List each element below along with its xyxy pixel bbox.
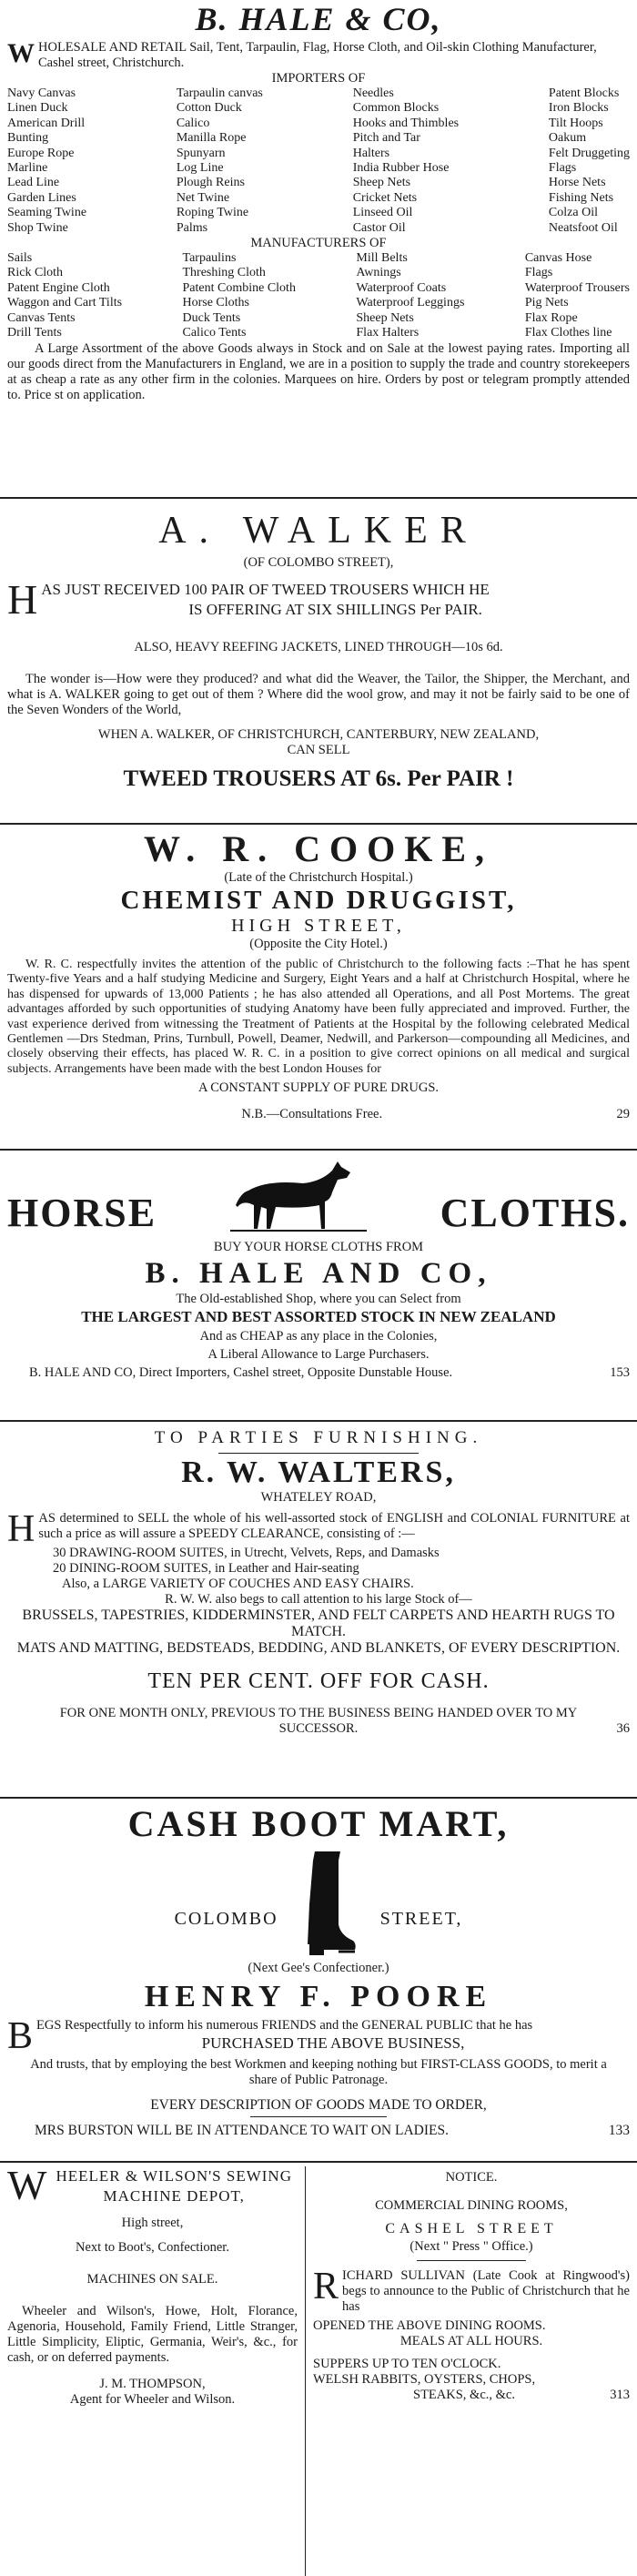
goods-column xyxy=(183,251,296,340)
boot-icon xyxy=(302,1850,357,1957)
goods-item: Felt Druggeting xyxy=(548,146,630,160)
walker-line6: TWEED TROUSERS AT 6s. Per PAIR ! xyxy=(123,766,514,791)
notice-cashel: CASHEL STREET xyxy=(385,2221,558,2236)
walters-item: 20 DINING-ROOM SUITES, in Leather and Hair-seating xyxy=(53,1561,359,1576)
goods-item: Horse Nets xyxy=(548,176,606,190)
goods-item: Cotton Duck xyxy=(176,101,242,116)
goods-item: Duck Tents xyxy=(182,310,241,325)
goods-item: Fishing Nets xyxy=(548,190,614,205)
walters-ad xyxy=(0,1425,637,1799)
goods-item: Flax Clothes line xyxy=(524,326,612,340)
goods-item: India Rubber Hose xyxy=(352,161,450,176)
hale-ad xyxy=(0,0,637,492)
goods-item: Patent Combine Cloth xyxy=(182,280,296,295)
hale-intro-text: HOLESALE AND RETAIL Sail, Tent, Tarpaulin, Flag, Horse Cloth, and Oil-skin Clothing Manufacturer, Cashel street, Christchurch. xyxy=(38,40,597,70)
walters-also: R. W. W. also begs to call attention to his large Stock of— xyxy=(165,1592,472,1607)
goods-item: Palms xyxy=(176,220,208,235)
walters-road: WHATELEY ROAD, xyxy=(260,1490,377,1505)
horse-buy: BUY YOUR HORSE CLOTHS FROM xyxy=(213,1240,424,1254)
bottom-columns xyxy=(0,2162,637,2576)
goods-item: Waggon and Cart Tilts xyxy=(7,296,123,310)
hale-manufacturers-table xyxy=(7,251,630,340)
walker-line3: ALSO, HEAVY REEFING JACKETS, LINED THROUGH—10s 6d. xyxy=(134,640,503,654)
goods-item: Threshing Cloth xyxy=(182,266,266,280)
notice-welsh: WELSH RABBITS, OYSTERS, CHOPS, xyxy=(313,2372,536,2387)
goods-item: Marline xyxy=(7,161,48,176)
hale-intro xyxy=(7,40,630,71)
cooke-title2: CHEMIST AND DRUGGIST, xyxy=(120,886,517,915)
cooke-sub: (Late of the Christchurch Hospital.) xyxy=(224,870,413,885)
goods-item: Log Line xyxy=(176,161,224,176)
goods-item: Patent Engine Cloth xyxy=(7,280,110,295)
wheeler-next: Next to Boot's, Confectioner. xyxy=(76,2240,229,2255)
goods-item: Calico Tents xyxy=(182,326,247,340)
goods-item: Castor Oil xyxy=(352,220,406,235)
horse-right: CLOTHS. xyxy=(440,1191,630,1235)
goods-item: Rick Cloth xyxy=(7,266,64,280)
goods-item: Patent Blocks xyxy=(548,86,620,100)
goods-item: Tarpaulins xyxy=(182,251,237,266)
horse-allow: A Liberal Allowance to Large Purchasers. xyxy=(207,1347,430,1362)
walker-sub: (OF COLOMBO STREET), xyxy=(243,555,394,570)
walker-dropcap: H xyxy=(7,576,38,623)
horse-icon xyxy=(230,1154,367,1236)
goods-item: Tarpaulin canvas xyxy=(176,86,263,100)
hale-footer: A Large Assortment of the above Goods always in Stock and on Sale at the lowest paying rates. Importing all our goods direct from the Manufacturers in England, we are in a position to supply the trade and country storekeepers at as cheap a rate as any other firm in the colonies. Marquees on hire. Orders by post or telegram promptly attended to. Price st on application. xyxy=(7,340,630,402)
divider xyxy=(0,1149,637,1151)
walters-num: 36 xyxy=(616,1721,630,1736)
goods-item: Europe Rope xyxy=(7,146,75,160)
goods-item: Neatsfoot Oil xyxy=(548,220,618,235)
divider xyxy=(0,1420,637,1422)
goods-item: Hooks and Thimbles xyxy=(352,116,460,130)
hale-title: B. HALE & CO, xyxy=(195,1,442,37)
horse-old: The Old-established Shop, where you can Select from xyxy=(176,1292,461,1306)
cooke-ad xyxy=(0,828,637,1147)
boot-dropcap: B xyxy=(7,2015,34,2057)
walker-line2: IS OFFERING AT SIX SHILLINGS Per PAIR. xyxy=(188,601,482,618)
wheeler-sale: MACHINES ON SALE. xyxy=(86,2272,218,2287)
goods-item: Net Twine xyxy=(176,190,230,205)
divider xyxy=(0,497,637,499)
cooke-nb: N.B.—Consultations Free. xyxy=(241,1107,383,1122)
goods-item: Halters xyxy=(352,146,390,160)
walters-item: 30 DRAWING-ROOM SUITES, in Utrecht, Velvets, Reps, and Damasks xyxy=(53,1546,440,1560)
goods-item: Pig Nets xyxy=(524,296,569,310)
cooke-title: W. R. COOKE, xyxy=(143,828,494,869)
boot-title: CASH BOOT MART, xyxy=(127,1803,510,1844)
wheeler-high: High street, xyxy=(121,2216,184,2230)
hale-manufacturers-heading: MANUFACTURERS OF xyxy=(250,236,387,251)
notice-steaks: STEAKS, &c., &c. xyxy=(413,2388,515,2402)
notice-num: 313 xyxy=(610,2388,630,2402)
goods-item: Flax Halters xyxy=(356,326,420,340)
cooke-street: HIGH STREET, xyxy=(231,916,406,936)
walters-title: R. W. WALTERS, xyxy=(181,1455,456,1489)
goods-column xyxy=(356,251,464,340)
goods-item: Colza Oil xyxy=(548,206,598,220)
walters-to: TO PARTIES FURNISHING. xyxy=(154,1428,483,1447)
goods-item: Garden Lines xyxy=(7,190,76,205)
wheeler-title: HEELER & WILSON'S SEWING MACHINE DEPOT, xyxy=(56,2167,292,2205)
goods-item: American Drill xyxy=(7,116,86,130)
boot-every: EVERY DESCRIPTION OF GOODS MADE TO ORDER, xyxy=(150,2097,487,2113)
horse-largest: THE LARGEST AND BEST ASSORTED STOCK IN NEW ZEALAND xyxy=(81,1308,556,1325)
goods-item: Sheep Nets xyxy=(356,310,414,325)
notice-dropcap: R xyxy=(313,2266,339,2307)
boot-next: (Next Gee's Confectioner.) xyxy=(248,1961,389,1975)
goods-item: Cricket Nets xyxy=(352,190,418,205)
cooke-num: 29 xyxy=(616,1107,630,1122)
boot-name: HENRY F. POORE xyxy=(144,1980,493,2013)
horse-num: 153 xyxy=(610,1365,630,1380)
goods-item: Pitch and Tar xyxy=(352,131,420,146)
wheeler-para: Wheeler and Wilson's, Howe, Holt, Florance, Agenoria, Household, Family Friend, Little Stranger, Little Simplicity, Eliptic, Germania, Weir's, &c., for cash, or on deferred payments. xyxy=(7,2304,298,2365)
cooke-supply: A CONSTANT SUPPLY OF PURE DRUGS. xyxy=(197,1080,440,1096)
horse-left: HORSE xyxy=(7,1191,157,1235)
walters-item: Also, a LARGE VARIETY OF COUCHES AND EASY CHAIRS. xyxy=(62,1577,414,1591)
goods-item: Horse Cloths xyxy=(182,296,249,310)
cooke-para: W. R. C. respectfully invites the attention of the public of Christchurch to the following facts :–That he has spent Twenty-five Years and a half studying Medicine and Surgery, Eight Years and a half at Christchurch Hospital, where he has dispensed for upwards of 13,000 Patients ; he has also attended all Operations, and all Post Mortems. The great advantages afforded by such opportunities of studying Anatomy have been fully appreciated and improved. Further, the vast experience derived from witnessing the Treatment of Patients at the Hospital by the following celebrated Medical Gentlemen —Drs Stedman, Prins, Turnbull, Powell, Deamer, Nedwill, and Parkerson—compounding all Medicines, and closely observing their effects, has placed W. R. C. in a position to give correct opinions on all medical and surgical subjects. Arrangements have been made with the best London Houses for xyxy=(7,958,630,1076)
goods-column xyxy=(7,86,86,236)
notice-ad xyxy=(306,2166,637,2576)
boot-colombo: COLOMBO xyxy=(174,1909,278,1929)
goods-column xyxy=(353,86,459,236)
goods-item: Roping Twine xyxy=(176,206,249,220)
goods-item: Calico xyxy=(176,116,210,130)
divider xyxy=(0,2161,637,2163)
goods-item: Oakum xyxy=(548,131,587,146)
goods-item: Waterproof Leggings xyxy=(356,296,465,310)
goods-item: Canvas Tents xyxy=(7,310,76,325)
goods-column xyxy=(177,86,263,236)
divider xyxy=(0,1797,637,1799)
wheeler-ad xyxy=(0,2162,306,2576)
boot-street: STREET, xyxy=(379,1909,463,1929)
goods-item: Common Blocks xyxy=(352,101,440,116)
horse-cheap: And as CHEAP as any place in the Colonies, xyxy=(199,1329,438,1344)
notice-title: NOTICE. xyxy=(445,2170,498,2185)
notice-press: (Next " Press " Office.) xyxy=(410,2239,533,2254)
goods-item: Spunyarn xyxy=(176,146,226,160)
goods-item: Waterproof Coats xyxy=(356,280,447,295)
walters-bru: BRUSSELS, TAPESTRIES, KIDDERMINSTER, AND FELT CARPETS AND HEARTH RUGS TO MATCH. xyxy=(22,1607,615,1639)
walker-line5: CAN SELL xyxy=(287,743,350,757)
goods-item: Awnings xyxy=(356,266,401,280)
goods-item: Bunting xyxy=(7,131,49,146)
goods-item: Navy Canvas xyxy=(7,86,76,100)
horse-ad xyxy=(0,1154,637,1416)
goods-item: Plough Reins xyxy=(176,176,245,190)
hale-importers-heading: IMPORTERS OF xyxy=(271,71,366,86)
cooke-opp: (Opposite the City Hotel.) xyxy=(249,937,388,951)
goods-item: Waterproof Trousers xyxy=(524,280,630,295)
walker-ad xyxy=(0,506,637,816)
boot-num: 133 xyxy=(608,2123,630,2138)
goods-column xyxy=(525,251,630,340)
walters-ten: TEN PER CENT. OFF FOR CASH. xyxy=(147,1669,490,1693)
notice-meals: MEALS AT ALL HOURS. xyxy=(399,2334,543,2348)
goods-item: Linen Duck xyxy=(7,101,68,116)
hale-importers-table xyxy=(7,86,630,236)
wheeler-agent: Agent for Wheeler and Wilson. xyxy=(69,2392,236,2407)
boot-purchased: PURCHASED THE ABOVE BUSINESS, xyxy=(201,2034,465,2052)
notice-suppers: SUPPERS UP TO TEN O'CLOCK. xyxy=(313,2357,501,2371)
horse-addr: B. HALE AND CO, Direct Importers, Cashel street, Opposite Dunstable House. xyxy=(29,1365,453,1380)
divider xyxy=(0,823,637,825)
goods-column xyxy=(549,86,630,236)
boot-trusts: And trusts, that by employing the best Workmen and keeping nothing but FIRST-CLASS GOODS, to merit a share of Public Patronage. xyxy=(30,2057,607,2087)
goods-item: Flax Rope xyxy=(524,310,578,325)
goods-item: Sheep Nets xyxy=(352,176,411,190)
notice-opened: OPENED THE ABOVE DINING ROOMS. xyxy=(313,2318,546,2333)
walters-month: FOR ONE MONTH ONLY, PREVIOUS TO THE BUSINESS BEING HANDED OVER TO MY SUCCESSOR. xyxy=(59,1706,578,1736)
walters-mats: MATS AND MATTING, BEDSTEADS, BEDDING, AND BLANKETS, OF EVERY DESCRIPTION. xyxy=(16,1640,621,1656)
goods-item: Linseed Oil xyxy=(352,206,413,220)
goods-item: Shop Twine xyxy=(7,220,68,235)
boot-burston: MRS BURSTON WILL BE IN ATTENDANCE TO WAIT ON LADIES. xyxy=(35,2123,449,2138)
goods-item: Iron Blocks xyxy=(548,101,609,116)
goods-item: Sails xyxy=(7,251,33,266)
walker-title: A. WALKER xyxy=(158,510,479,552)
goods-item: Needles xyxy=(352,86,394,100)
goods-item: Flags xyxy=(524,266,553,280)
boot-ad xyxy=(0,1802,637,2157)
walters-dropcap: H xyxy=(7,1508,35,1550)
walker-para: The wonder is—How were they produced? and what did the Weaver, the Tailor, the Shipper, the Merchant, and what is A. WALKER going to get out of them ? Where did the wool grow, and may it not be fairly said to be one of the Seven Wonders of the World, xyxy=(7,672,630,717)
goods-item: Flags xyxy=(548,161,577,176)
goods-item: Canvas Hose xyxy=(524,251,592,266)
hale-dropcap: W xyxy=(7,38,35,68)
goods-item: Lead Line xyxy=(7,176,60,190)
walters-para: AS determined to SELL the whole of his well-assorted stock of ENGLISH and COLONIAL FURNITURE at such a price as will assure a SPEEDY CLEARANCE, consisting of :— xyxy=(38,1511,630,1541)
boot-begs: EGS Respectfully to inform his numerous FRIENDS and the GENERAL PUBLIC that he has xyxy=(36,2018,533,2033)
horse-title: B. HALE AND CO, xyxy=(145,1257,492,1290)
goods-item: Mill Belts xyxy=(356,251,408,266)
goods-item: Manilla Rope xyxy=(176,131,247,146)
walker-line4: WHEN A. WALKER, OF CHRISTCHURCH, CANTERBURY, NEW ZEALAND, xyxy=(97,727,540,742)
goods-item: Drill Tents xyxy=(7,326,62,340)
wheeler-dropcap: W xyxy=(7,2162,47,2208)
walker-line1: AS JUST RECEIVED 100 PAIR OF TWEED TROUSERS WHICH HE xyxy=(41,581,490,598)
notice-para: ICHARD SULLIVAN (Late Cook at Ringwood's) begs to announce to the Public of Christchurch that he has xyxy=(342,2268,630,2314)
goods-item: Seaming Twine xyxy=(7,206,87,220)
notice-rooms: COMMERCIAL DINING ROOMS, xyxy=(375,2198,568,2213)
goods-column xyxy=(7,251,122,340)
wheeler-name: J. M. THOMPSON, xyxy=(99,2377,206,2391)
goods-item: Tilt Hoops xyxy=(548,116,603,130)
